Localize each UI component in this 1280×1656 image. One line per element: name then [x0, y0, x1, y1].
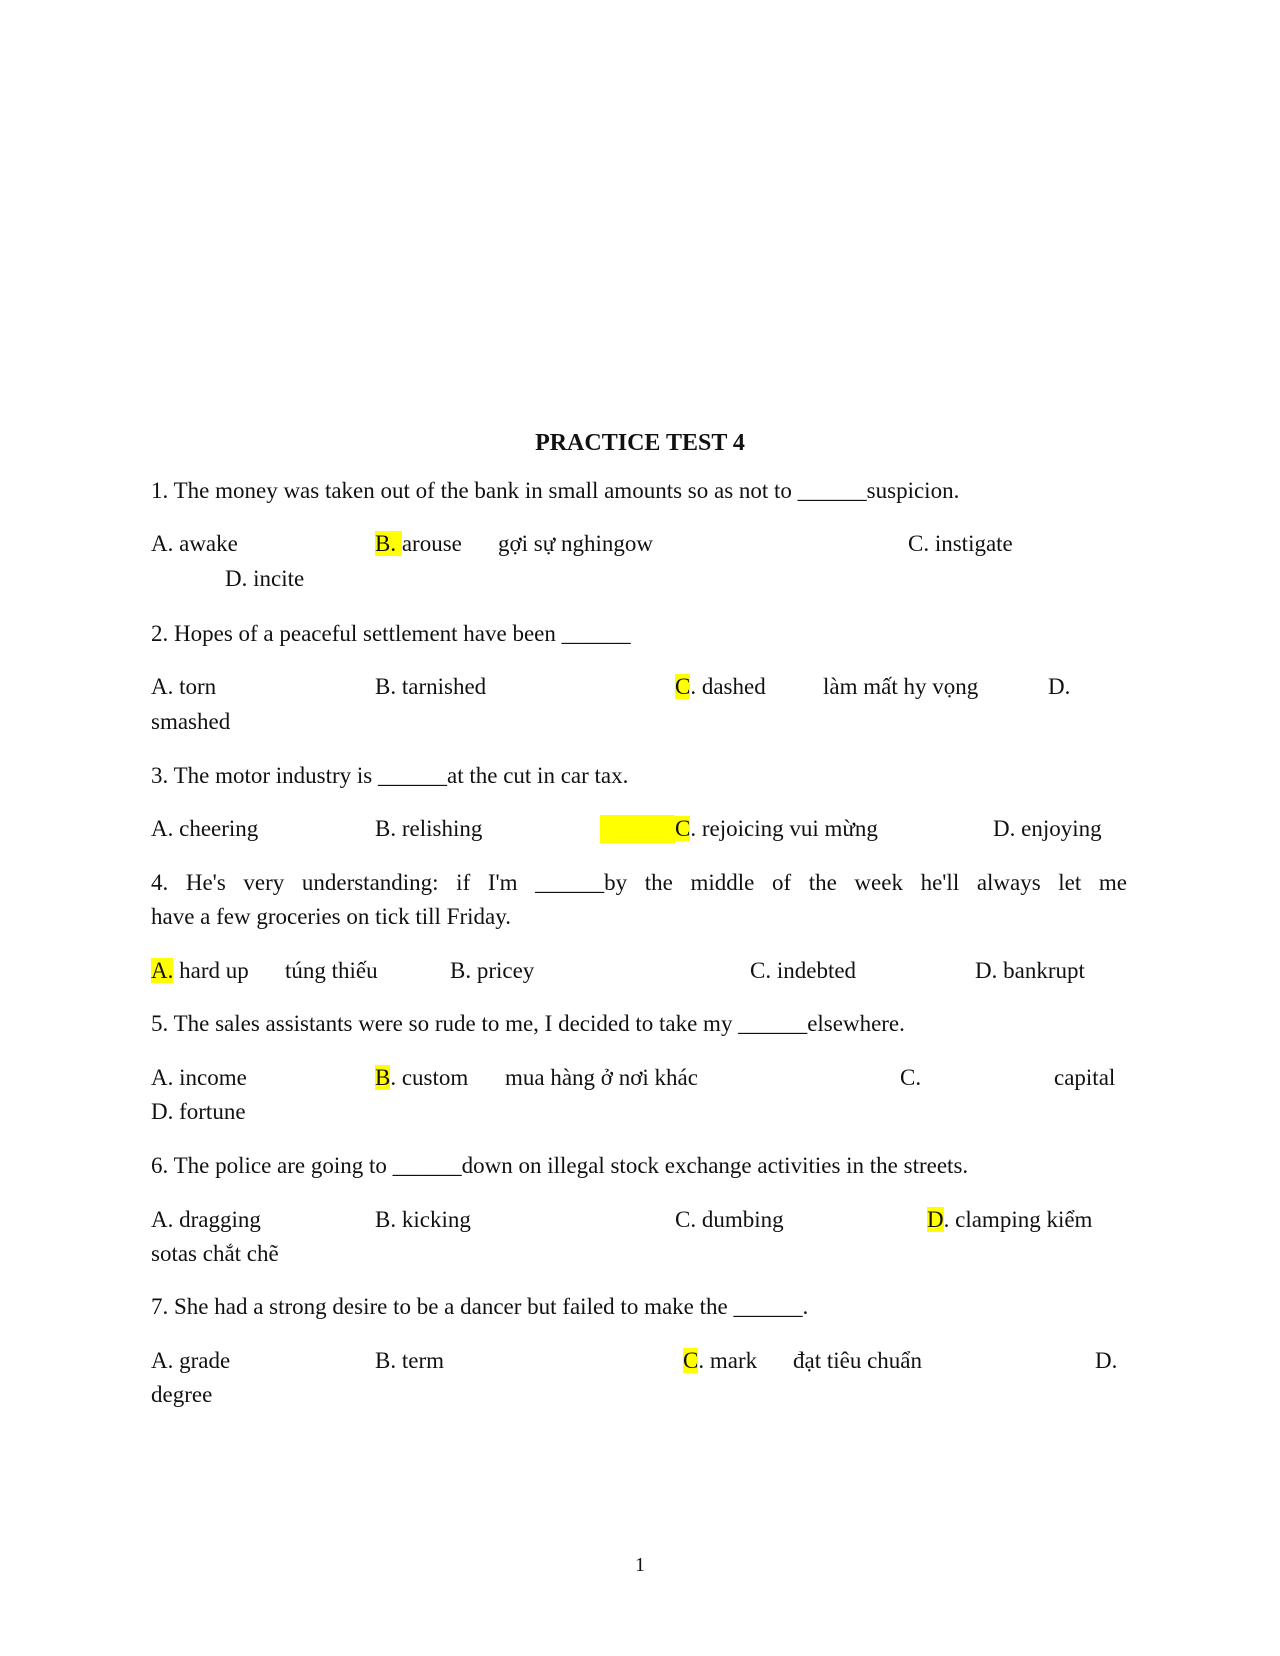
question-4-stem-line-1: 4. He's very understanding: if I'm ______by the middle of the week he'll always let me	[151, 870, 1127, 895]
question-6-stem: 6. The police are going to ______down on illegal stock exchange activities in the streets.	[151, 1153, 969, 1178]
question-3-option-d: D. enjoying	[993, 816, 1102, 841]
question-5-option-c-label: C.	[900, 1065, 922, 1090]
question-2-option-b: B. tarnished	[375, 674, 487, 699]
question-6-note: sotas chắt chẽ	[151, 1241, 279, 1266]
question-3-option-c: C. rejoicing vui mừng	[675, 816, 878, 841]
question-2-option-c: C. dashed	[675, 674, 766, 699]
question-1-note: gợi sự nghingow	[498, 531, 653, 556]
question-2-note: làm mất hy vọng	[823, 674, 979, 699]
question-5-note: mua hàng ở nơi khác	[505, 1065, 698, 1090]
answer-highlight: C	[675, 674, 691, 699]
answer-highlight: A.	[151, 958, 174, 983]
question-2-option-d-label: D.	[1048, 674, 1071, 699]
question-3-option-b: B. relishing	[375, 816, 483, 841]
question-4-note: túng thiếu	[285, 958, 378, 983]
question-1-option-c: C. instigate	[908, 531, 1013, 556]
question-7-stem: 7. She had a strong desire to be a dancer but failed to make the ______.	[151, 1294, 809, 1319]
question-4-option-c: C. indebted	[750, 958, 857, 983]
question-5-option-d: D. fortune	[151, 1099, 246, 1124]
question-6-option-c: C. dumbing	[675, 1207, 784, 1232]
question-4-option-a: A. hard up	[151, 958, 249, 983]
question-7-option-a: A. grade	[151, 1348, 231, 1373]
question-5-option-c: capital	[1054, 1065, 1116, 1090]
answer-highlight: B	[375, 1065, 391, 1090]
question-4-option-d: D. bankrupt	[975, 958, 1085, 983]
question-1-stem: 1. The money was taken out of the bank in small amounts so as not to ______suspicion.	[151, 478, 960, 503]
question-4-stem-line-2: have a few groceries on tick till Friday.	[151, 904, 511, 929]
page-number: 1	[635, 1554, 645, 1576]
question-3-stem: 3. The motor industry is ______at the cut in car tax.	[151, 763, 629, 788]
question-1-option-a: A. awake	[151, 531, 238, 556]
question-7-option-d-label: D.	[1095, 1348, 1118, 1373]
question-7-note: đạt tiêu chuẩn	[793, 1348, 923, 1373]
answer-highlight: B.	[375, 531, 402, 556]
page-title: PRACTICE TEST 4	[535, 430, 745, 456]
question-6-option-a: A. dragging	[151, 1207, 261, 1232]
question-3-option-a: A. cheering	[151, 816, 259, 841]
question-5-option-a: A. income	[151, 1065, 247, 1090]
answer-highlight: C	[683, 1348, 699, 1373]
question-2-option-a: A. torn	[151, 674, 217, 699]
question-6-option-b: B. kicking	[375, 1207, 471, 1232]
question-7-option-d: degree	[151, 1382, 213, 1407]
question-5-stem: 5. The sales assistants were so rude to me, I decided to take my ______elsewhere.	[151, 1011, 905, 1036]
question-1-option-b: B. arouse	[375, 531, 462, 556]
answer-highlight: C	[675, 816, 691, 841]
highlight-block	[600, 815, 675, 843]
question-2-stem: 2. Hopes of a peaceful settlement have been ______	[151, 621, 631, 646]
question-4-option-b: B. pricey	[450, 958, 535, 983]
question-7-option-b: B. term	[375, 1348, 444, 1373]
question-6-option-d: D. clamping kiểm	[927, 1207, 1093, 1232]
question-2-option-d: smashed	[151, 709, 231, 734]
question-1-option-d: D. incite	[225, 566, 305, 591]
answer-highlight: D	[927, 1207, 944, 1232]
question-5-option-b: B. custom	[375, 1065, 469, 1090]
question-7-option-c: C. mark	[683, 1348, 758, 1373]
